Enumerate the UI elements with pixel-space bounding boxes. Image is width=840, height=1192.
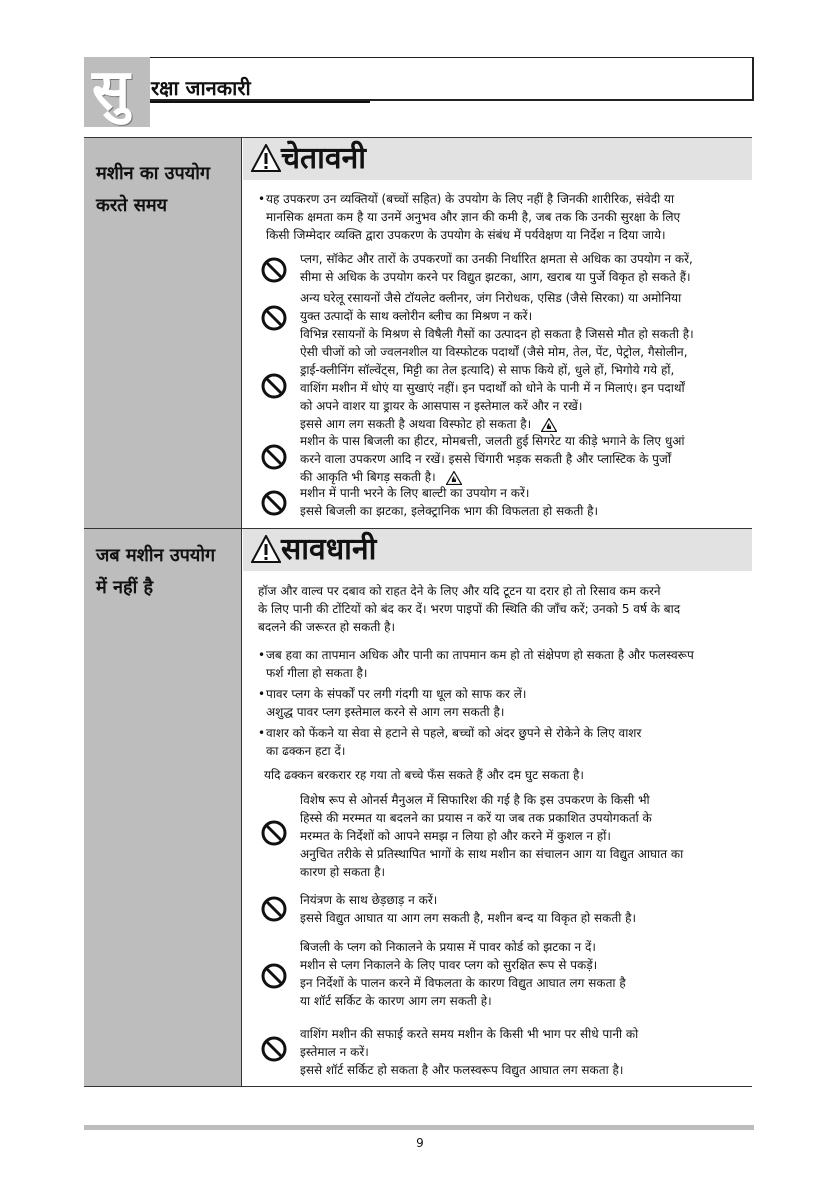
item-line: करने वाला उपकरण आदि न रखें। इससे चिंगारी भड़क सकती है और प्लास्टिक के पुर्जों [300, 452, 671, 466]
header-big-letter: सु [92, 58, 130, 123]
section2-label-line2: में नहीं है [96, 577, 154, 598]
prohibition-icon [261, 820, 287, 846]
item-line: इससे आग लग सकती है अथवा विस्फोट हो सकता है। [300, 417, 532, 431]
warning-item [300, 289, 694, 343]
item-line: मशीन से प्लग निकालने के लिए पावर प्लग को सुरक्षित रूप से पकड़ें। [300, 958, 598, 972]
item-line: युक्त उत्पादों के साथ क्लोरीन ब्लीच का मिश्रण न करें। [300, 309, 533, 323]
fire-warning-icon [446, 471, 462, 485]
caution-item [300, 938, 626, 1010]
item-line: विभिन्न रसायनों के मिश्रण से विषैली गैसों का उत्पादन हो सकता है जिससे मौत हो सकती है। [300, 327, 694, 341]
item-line: विशेष रूप से ओनर्स मैनुअल में सिफारिश की गई है कि इस उपकरण के किसी भी [300, 793, 650, 807]
bullet-dot: • [258, 192, 266, 206]
caution-item [300, 791, 683, 881]
bullet-dot: • [258, 648, 266, 662]
caution-item [300, 891, 636, 927]
bullet-line: पावर प्लग के संपर्कों पर लगी गंदगी या धूल को साफ कर लें। [266, 687, 527, 701]
caution-note: यदि ढक्कन बरकरार रह गया तो बच्चे फँस सकते हैं और दम घुट सकता है। [264, 768, 584, 782]
item-line: मशीन के पास बिजली का हीटर, मोमबत्ती, जलती हुई सिगरेट या कीड़े भगाने के लिए धुआं [300, 434, 685, 448]
intro-line: यह उपकरण उन व्यक्तियों (बच्चों सहित) के उपयोग के लिए नहीं है जिनकी शारीरिक, संवेदी या [266, 192, 675, 206]
section1-label [96, 158, 210, 222]
warning-item [300, 250, 693, 286]
item-line: इन निर्देशों के पालन करने में विफलता के कारण विद्युत आघात लग सकता है [300, 976, 626, 990]
item-line: अन्य घरेलू रसायनों जैसे टॉयलेट क्लीनर, जंग निरोधक, एसिड (जैसे सिरका) या अमोनिया [300, 291, 682, 305]
section1-label-line1: मशीन का उपयोग [96, 163, 210, 184]
bullet-line: जब हवा का तापमान अधिक और पानी का तापमान कम हो तो संक्षेपण हो सकता है और फलस्वरूप [266, 648, 694, 662]
bullet-dot: • [258, 687, 266, 701]
bullet-line: का ढक्कन हटा दें। [266, 744, 346, 758]
item-line: हिस्से की मरम्मत या बदलने का प्रयास न करें या जब तक प्रकाशित उपयोगकर्ता के [300, 811, 652, 825]
footer-bar [84, 1125, 754, 1130]
bullet-line: फर्श गीला हो सकता है। [266, 666, 368, 680]
item-line: वाशिंग मशीन की सफाई करते समय मशीन के किसी भी भाग पर सीधे पानी को [300, 1027, 639, 1041]
item-line: अनुचित तरीके से प्रतिस्थापित भागों के साथ मशीन का संचालन आग या विद्युत आघात का [300, 847, 684, 861]
item-line: बिजली के प्लग को निकालने के प्रयास में पावर कोर्ड को झटका न दें। [300, 940, 596, 954]
para-line: बदलने की जरूरत हो सकती है। [258, 620, 396, 634]
prohibition-icon [261, 257, 287, 283]
bullet-dot: • [258, 726, 266, 740]
caution-heading-bar [243, 529, 752, 571]
page-number: 9 [416, 1136, 424, 1150]
item-line: ऐसी चीजों को जो ज्वलनशील या विस्फोटक पदार्थों (जैसे मोम, तेल, पेंट, पेट्रोल, गैसोलीन, [300, 345, 688, 359]
warning-item [300, 484, 598, 520]
warning-triangle-icon [251, 535, 281, 563]
intro-line: किसी जिम्मेदार व्यक्ति द्वारा उपकरण के उपयोग के संबंध में पर्यवेक्षण या निर्देश न दिया जाये। [266, 228, 666, 242]
warning-item [300, 432, 684, 486]
item-line: को अपने वाशर या ड्रायर के आसपास न इस्तेमाल करें और न रखें। [300, 399, 583, 413]
item-line: या शॉर्ट सर्किट के कारण आग लग सकती हे। [300, 994, 492, 1008]
section2-paragraph [258, 582, 680, 636]
item-line: इससे शॉर्ट सर्किट हो सकता है और फलस्वरूप विद्युत आघात लग सकता है। [300, 1063, 624, 1077]
prohibition-icon [261, 305, 287, 331]
page-header [84, 57, 754, 127]
page-title: रक्षा जानकारी [151, 76, 251, 100]
item-line: सीमा से अधिक के उपयोग करने पर विद्युत झटका, आग, खराब या पुर्जे विकृत हो सकते हैं। [300, 270, 691, 284]
intro-line: मानसिक क्षमता कम है या उनमें अनुभव और ज्ञान की कमी है, जब तक कि उनकी सुरक्षा के लिए [266, 210, 681, 224]
prohibition-icon [261, 373, 287, 399]
fire-warning-icon [541, 418, 557, 432]
item-line: इससे विद्युत आघात या आग लग सकती है, मशीन बन्द या विकृत हो सकती है। [300, 911, 637, 925]
prohibition-icon [261, 444, 287, 470]
section2-label-line1: जब मशीन उपयोग [96, 545, 216, 566]
item-line: ड्राई-क्लीनिंग सॉल्वेंट्स, मिट्टी का तेल इत्यादि) से साफ किये हों, धुले हों, भिगोये गये हों, [300, 363, 675, 377]
warning-heading: चेतावनी [281, 141, 367, 176]
header-letter-block [84, 57, 150, 127]
bullet-line: अशुद्ध पावर प्लग इस्तेमाल करने से आग लग सकती है। [266, 705, 505, 719]
caution-heading: सावधानी [281, 532, 377, 567]
caution-item [300, 1025, 638, 1079]
section2-label [96, 540, 215, 604]
item-line: मशीन में पानी भरने के लिए बाल्टी का उपयोग न करें। [300, 486, 530, 500]
prohibition-icon [261, 490, 287, 516]
warning-item [300, 343, 688, 433]
section2-label-panel [84, 529, 241, 1086]
item-line: मरम्मत के निर्देशों को आपने समझ न लिया हो और करने में कुशल न हों। [300, 829, 611, 843]
section1-label-line2: करते समय [96, 195, 168, 216]
para-line: के लिए पानी की टोंटियों को बंद कर दें। भरण पाइपों की स्थिति की जाँच करें; उनको 5 वर्ष के बाद [258, 602, 681, 616]
item-line: कारण हो सकता है। [300, 865, 386, 879]
prohibition-icon [261, 896, 287, 922]
item-line: की आकृति भी बिगड़ सकती है। [300, 470, 436, 484]
item-line: नियंत्रण के साथ छेड़छाड़ न करें। [300, 893, 438, 907]
item-line: इससे बिजली का झटका, इलेक्ट्रानिक भाग की विफलता हो सकती है। [300, 504, 599, 518]
section2-bottom-rule [84, 1086, 752, 1087]
bullet-line: वाशर को फेंकने या सेवा से हटाने से पहले, बच्चों को अंदर छुपने से रोकेने के लिए वाशर [266, 726, 642, 740]
item-line: इस्तेमाल न करें। [300, 1045, 369, 1059]
item-line: प्लग, सॉकेट और तारों के उपकरणों का उनकी निर्धारित क्षमता से अधिक का उपयोग न करें, [300, 252, 693, 266]
para-line: हॉज और वाल्व पर दबाव को राहत देने के लिए और यदि टूटन या दरार हो तो रिसाव कम करने [258, 584, 661, 598]
warning-triangle-icon [251, 144, 281, 172]
warning-heading-bar [243, 138, 752, 180]
column-divider [241, 137, 242, 1086]
title-underline [150, 101, 370, 103]
item-line: वाशिंग मशीन में धोएं या सुखाएं नहीं। इन पदार्थों को धोने के पानी में न मिलाएं। इन पदार्थों [300, 381, 685, 395]
prohibition-icon [261, 963, 287, 989]
prohibition-icon [261, 1036, 287, 1062]
